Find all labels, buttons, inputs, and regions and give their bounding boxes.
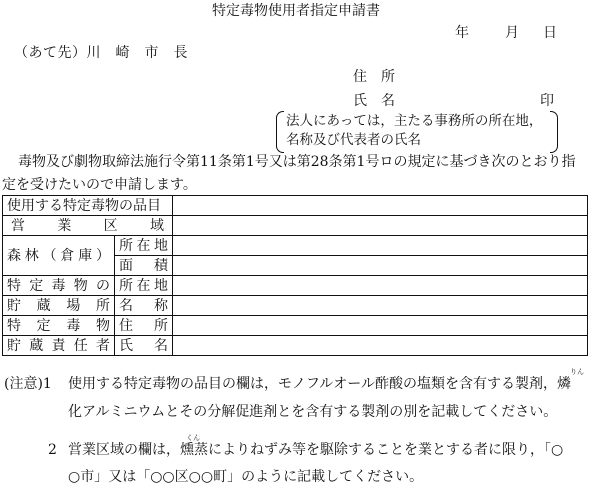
form-title: 特定毒物使用者指定申請書 <box>212 3 380 19</box>
item-label: 使用する特定毒物の品目 <box>3 196 173 216</box>
table-row <box>3 196 588 216</box>
table-row <box>3 276 588 296</box>
storage-label-2: 貯蔵場所 <box>3 296 115 316</box>
manager-label-1: 特定毒物 <box>3 316 115 336</box>
note-2-line-2: ○市」又は「○○区○○町」のように記載してください。 <box>68 469 424 485</box>
corporation-note-line2: 名称及び代表者の氏名 <box>286 132 421 148</box>
date-day: 日 <box>543 25 557 41</box>
sales-area-field[interactable] <box>173 216 588 236</box>
table-row <box>3 336 588 356</box>
body-line-1: 毒物及び劇物取締法施行令第11条第1号又は第28条第1号ロの規定に基づき次のとおり指 <box>18 154 576 170</box>
note-1-line-1: 使用する特定毒物の品目の欄は，モノフルオール酢酸の塩類を含有する製剤，燐 <box>68 376 572 392</box>
address-label: 住 所 <box>353 69 395 85</box>
manager-name-field[interactable] <box>173 336 588 356</box>
note-1-line-2: 化アルミニウムとその分解促進剤とを含有する製剤の別を記載してください。 <box>68 404 558 420</box>
manager-name-label: 氏 名 <box>115 336 173 356</box>
date-month: 月 <box>505 25 519 41</box>
left-bracket <box>276 111 284 153</box>
storage-name-label: 名 称 <box>115 296 173 316</box>
storage-label-1: 特定毒物の <box>3 276 115 296</box>
forest-label: 森林（倉庫） <box>3 236 115 276</box>
table-row <box>3 296 588 316</box>
notes-heading: (注意)1 <box>4 376 52 392</box>
note-2-ruby: くん <box>186 434 200 442</box>
seal-mark: 印 <box>540 93 554 109</box>
item-value-field[interactable] <box>173 196 588 216</box>
addressee: （あて先）川 崎 市 長 <box>14 45 188 61</box>
note-2-number: 2 <box>48 442 57 458</box>
forest-area-label: 面 積 <box>115 256 173 276</box>
note-2-line-1: 営業区域の欄は，燻蒸によりねずみ等を駆除することを業とする者に限り，「○ <box>68 442 564 458</box>
corporation-note-line1: 法人にあっては，主たる事務所の所在地， <box>286 113 543 129</box>
application-table <box>2 195 588 356</box>
date-year: 年 <box>455 25 469 41</box>
body-line-2: 定を受けたいので申請します。 <box>2 177 197 193</box>
forest-area-field[interactable] <box>173 256 588 276</box>
forest-location-field[interactable] <box>173 236 588 256</box>
table-row <box>3 236 588 256</box>
note-1-ruby: りん <box>570 368 584 376</box>
sales-area-label: 営業区域 <box>3 216 173 236</box>
table-row <box>3 316 588 336</box>
table-row <box>3 216 588 236</box>
name-label: 氏 名 <box>353 93 395 109</box>
corporation-note <box>276 111 558 151</box>
storage-location-field[interactable] <box>173 276 588 296</box>
right-bracket <box>550 111 558 153</box>
manager-label-2: 貯蔵責任者 <box>3 336 115 356</box>
forest-location-label: 所在地 <box>115 236 173 256</box>
storage-name-field[interactable] <box>173 296 588 316</box>
storage-location-label: 所在地 <box>115 276 173 296</box>
manager-address-label: 住 所 <box>115 316 173 336</box>
manager-address-field[interactable] <box>173 316 588 336</box>
